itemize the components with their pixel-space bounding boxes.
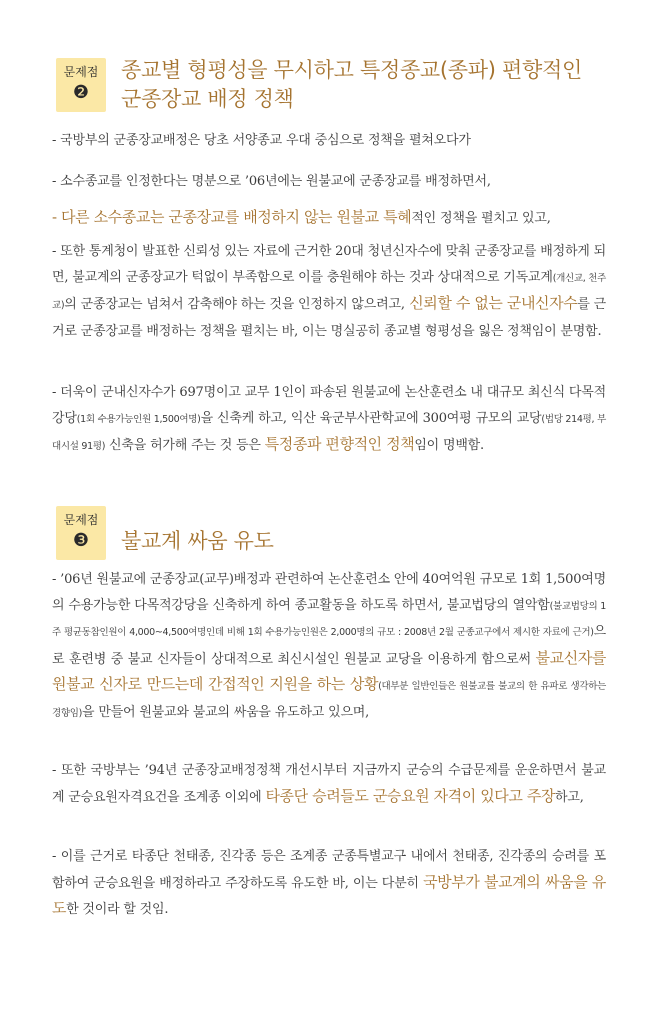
section-title: 불교계 싸움 유도 — [121, 529, 274, 553]
problem-badge — [56, 58, 106, 112]
paragraph-2-part-a: - 또한 국방부는 ’94년 군종장교배정정책 개선시부터 지금까지 군승의 수급문제를 운운하면서 불교계 군승요원자격요건을 조계종 이외에 — [52, 763, 606, 805]
paragraph-4-part-b: 의 군종장교는 넘쳐서 감축해야 하는 것을 인정하지 않으려고, — [64, 297, 405, 312]
paragraph-1: - 국방부의 군종장교배정은 당초 서양종교 우대 중심으로 정책을 펼쳐오다가 — [52, 133, 471, 148]
highlight-text: 불교신자를 원불교 신자로 만드는데 간접적인 지원을 하는 상황 — [52, 648, 606, 693]
highlight-text: - 다른 소수종교는 군종장교를 배정하지 않는 원불교 특혜 — [52, 208, 412, 226]
title-line-2: 군종장교 배정 정책 — [121, 87, 294, 111]
paragraph-5-part-a: - 더욱이 군내신자수가 697명이고 교무 1인이 파송된 원불교에 논산훈련소 내 대규모 최신식 다목적강당 — [52, 385, 606, 426]
section-title — [121, 56, 610, 114]
paragraph-5-note-1: (1회 수용가능인원 1,500여명) — [76, 413, 201, 425]
paragraph-1-note-2: (대부분 일반인들은 원불교를 불교의 한 유파로 생각하는 경향임) — [52, 681, 606, 719]
paragraph-1-part-c: 을 만들어 원불교와 불교의 싸움을 유도하고 있으며, — [82, 704, 370, 720]
paragraph-3-rest: 적인 정책을 펼치고 있고, — [411, 211, 551, 226]
highlight-text: 특정종파 편향적인 정책 — [264, 435, 415, 453]
paragraph-3-part-a: - 이를 근거로 타종단 천태종, 진각종 등은 조계종 군종특별교구 내에서 천태종, 진각종의 승려를 포함하여 군승요원을 배정하라고 주장하도록 유도한 바, 이는 다분히 — [52, 849, 606, 891]
badge-number: ❷ — [72, 82, 90, 103]
paragraph-4-part-a: - 또한 통계청이 발표한 신뢰성 있는 자료에 근거한 20대 청년신자수에 맞춰 군종장교를 배정하게 되면, 불교계의 군종장교가 턱없이 부족함으로 이를 충원해야 하는 것과 상대적으로 기독교계 — [52, 244, 606, 285]
badge-label: 문제점 — [63, 513, 99, 527]
paragraph-2 — [52, 758, 606, 810]
paragraph-4-note: (개신교, 천주교) — [52, 272, 606, 311]
paragraph-4-part-c: 를 근거로 군종장교를 배정하는 정책을 펼치는 바, 이는 명실공히 종교별 형평성을 잃은 정책임이 분명함. — [52, 297, 606, 339]
paragraph-5-part-b: 을 신축케 하고, 익산 육군부사관학교에 300여평 규모의 교당 — [200, 410, 542, 426]
highlight-text: 타종단 승려들도 군승요원 자격이 있다고 주장 — [265, 786, 556, 805]
paragraph-2: - 소수종교를 인정한다는 명분으로 ’06년에는 원불교에 군종장교를 배정하면서, — [52, 174, 491, 189]
paragraph-5 — [52, 380, 606, 460]
paragraph-1-note-1: (불교법당의 1주 평균동참인원이 4,000~4,500여명인데 비해 1회 수용가능인원은 2,000명의 규모 : 2008년 2월 군종교구에서 제시한 자료에 근거) — [52, 600, 606, 638]
problem-badge — [56, 506, 106, 560]
badge-number: ❸ — [72, 530, 90, 551]
title-line-1: 종교별 형평성을 무시하고 특정종교(종파) 편향적인 — [121, 58, 582, 82]
paragraph-5-note-2: (법당 214평, 부대시설 91평) — [52, 413, 606, 452]
highlight-text: 국방부가 불교계의 싸움을 유도 — [52, 872, 606, 917]
paragraph-1 — [52, 567, 606, 726]
highlight-text: 신뢰할 수 없는 군내신자수 — [404, 294, 578, 312]
paragraph-4 — [52, 239, 606, 344]
badge-label: 문제점 — [63, 65, 99, 79]
paragraph-3 — [52, 205, 606, 232]
paragraph-3-part-b: 한 것이라 할 것임. — [66, 902, 169, 917]
paragraph-5-part-d: 임이 명백함. — [414, 438, 484, 453]
paragraph-3 — [52, 844, 606, 923]
paragraph-5-part-c: 신축을 허가해 주는 것 등은 — [105, 438, 265, 453]
paragraph-1-part-a: - ’06년 원불교에 군종장교(교무)배정과 관련하여 논산훈련소 안에 40여억원 규모로 1회 1,500여명의 수용가능한 다목적강당을 신축하게 하여 종교활동을 하도록 하면서, 불교법당의 열악함 — [52, 572, 606, 613]
paragraph-2-part-b: 하고, — [555, 789, 584, 805]
paragraph-1-part-b: 으로 훈련병 중 불교 신자들이 상대적으로 최신시설인 원불교 교당을 이용하게 함으로써 — [52, 624, 606, 667]
